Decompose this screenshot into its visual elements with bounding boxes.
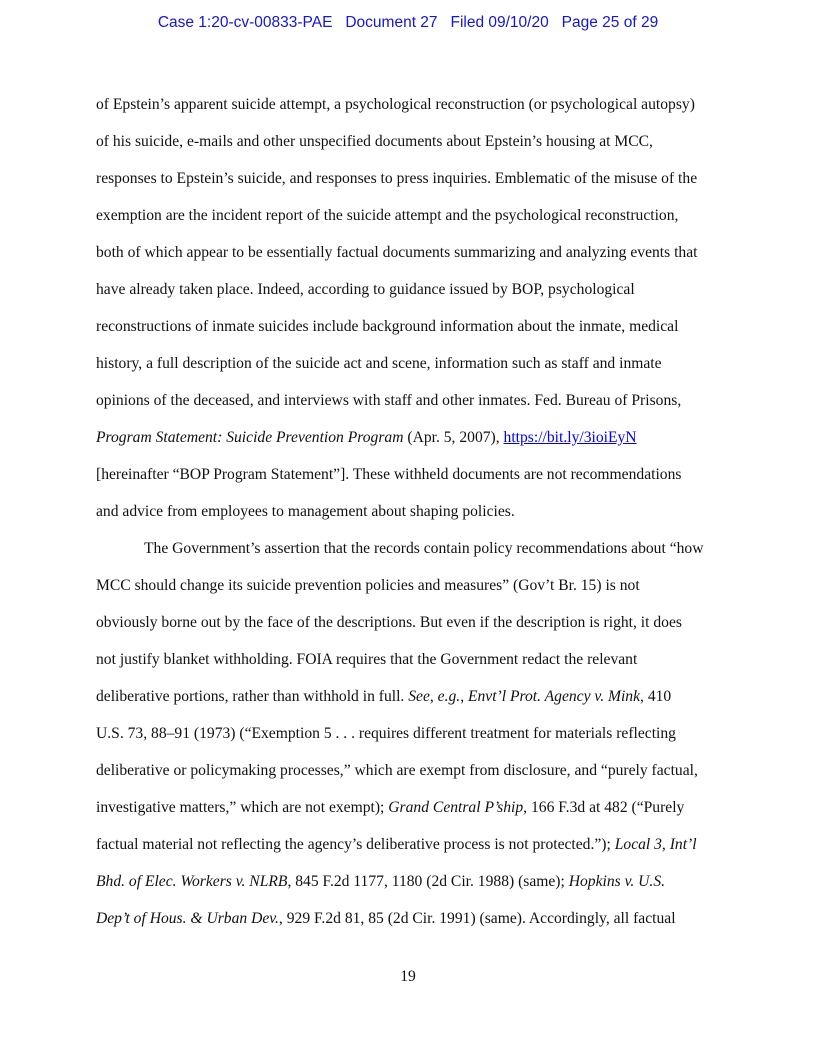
text-line: both of which appear to be essentially factual documents summarizing and analyzing events that: [96, 244, 698, 261]
text-line: deliberative or policymaking processes,” which are exempt from disclosure, and “purely factual,: [96, 762, 698, 779]
document-body: [96, 94, 736, 945]
text-line: exemption are the incident report of the suicide attempt and the psychological reconstruction,: [96, 207, 679, 224]
citation-title: Program Statement: Suicide Prevention Program: [96, 429, 404, 446]
case-name: Local 3, Int’l: [614, 836, 697, 853]
citation: , 929 F.2d 81, 85 (2d Cir. 1991) (same). Accordingly, all factual: [278, 910, 676, 927]
text-line: obviously borne out by the face of the descriptions. But even if the description is right, it does: [96, 614, 682, 631]
text-line: opinions of the deceased, and interviews with staff and other inmates. Fed. Bureau of Prisons,: [96, 392, 682, 409]
paragraph-start: The Government’s assertion that the records contain policy recommendations about “how: [144, 540, 704, 557]
case-name: Envt’l Prot. Agency v. Mink: [467, 688, 641, 705]
text-line: not justify blanket withholding. FOIA requires that the Government redact the relevant: [96, 651, 638, 668]
text-line: reconstructions of inmate suicides include background information about the inmate, medical: [96, 318, 679, 335]
text-line: [hereinafter “BOP Program Statement”]. These withheld documents are not recommendations: [96, 466, 682, 483]
citation: , 410: [640, 688, 672, 705]
text-segment: factual material not reflecting the agency’s deliberative process is not protected.”);: [96, 836, 615, 853]
text-line: [96, 686, 736, 723]
case-number: Case 1:20-cv-00833-PAE: [157, 14, 333, 31]
text-line: of his suicide, e-mails and other unspecified documents about Epstein’s housing at MCC,: [96, 133, 653, 150]
text-segment: investigative matters,” which are not exempt);: [96, 799, 389, 816]
signal-eg: e.g.: [437, 688, 461, 705]
text-line: MCC should change its suicide prevention policies and measures” (Gov’t Br. 15) is not: [96, 577, 640, 594]
text-line: [96, 871, 736, 908]
case-name: Hopkins v. U.S.: [568, 873, 666, 890]
bop-link[interactable]: https://bit.ly/3ioiEyN: [503, 429, 637, 446]
citation: , 845 F.2d 1177, 1180 (2d Cir. 1988) (same);: [287, 873, 569, 890]
citation: , 166 F.3d at 482 (“Purely: [523, 799, 685, 816]
signal-see: See: [408, 688, 430, 705]
text-segment: ,: [460, 688, 468, 705]
text-segment: ,: [429, 688, 438, 705]
filed-date: Filed 09/10/20: [450, 14, 549, 31]
page-number: 19: [400, 968, 416, 985]
document-number: Document 27: [345, 14, 438, 31]
text-line: and advice from employees to management about shaping policies.: [96, 503, 515, 520]
case-name: Dep’t of Hous. & Urban Dev.: [96, 910, 279, 927]
text-segment: deliberative portions, rather than withhold in full.: [96, 688, 409, 705]
page-count: Page 25 of 29: [561, 14, 659, 31]
text-line: U.S. 73, 88–91 (1973) (“Exemption 5 . . . requires different treatment for materials reflecting: [96, 725, 676, 742]
text-line: responses to Epstein’s suicide, and responses to press inquiries. Emblematic of the misuse of the: [96, 170, 698, 187]
text-line: [96, 797, 736, 834]
text-line: have already taken place. Indeed, according to guidance issued by BOP, psychological: [96, 281, 635, 298]
case-name: Bhd. of Elec. Workers v. NLRB: [96, 873, 288, 890]
text-line: history, a full description of the suicide act and scene, information such as staff and inmate: [96, 355, 662, 372]
citation-date: (Apr. 5, 2007),: [403, 429, 504, 446]
text-line: [96, 427, 736, 464]
text-line: of Epstein’s apparent suicide attempt, a psychological reconstruction (or psychological autopsy): [96, 96, 695, 113]
case-name: Grand Central P’ship: [388, 799, 524, 816]
text-line: [96, 834, 736, 871]
case-header: [0, 14, 816, 32]
text-line: [96, 908, 736, 945]
